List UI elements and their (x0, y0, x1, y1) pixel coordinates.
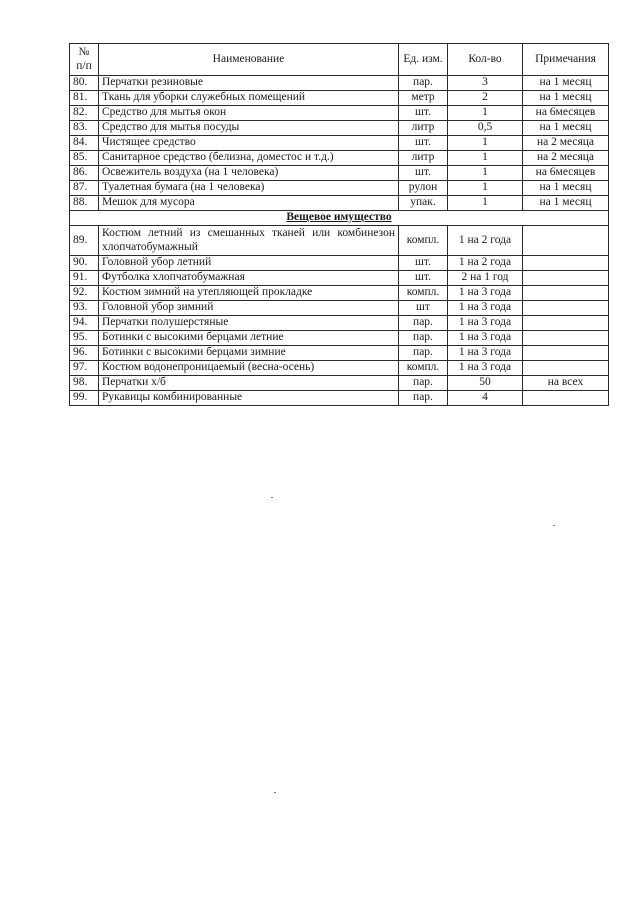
row-unit: пар. (399, 346, 448, 361)
table-row (70, 181, 609, 196)
row-name: Костюм зимний на утепляющей прокладке (99, 286, 399, 301)
row-qty: 1 на 3 года (448, 361, 523, 376)
table-row (70, 301, 609, 316)
header-note: Примечания (523, 44, 609, 76)
inventory-table (69, 43, 609, 406)
row-num: 93. (70, 301, 99, 316)
scan-speck (274, 792, 276, 793)
row-note (523, 346, 609, 361)
row-name: Мешок для мусора (99, 196, 399, 211)
row-qty: 50 (448, 376, 523, 391)
row-qty: 1 (448, 106, 523, 121)
row-unit: компл. (399, 361, 448, 376)
row-unit: литр (399, 121, 448, 136)
table-row (70, 226, 609, 256)
row-unit: пар. (399, 376, 448, 391)
row-qty: 1 (448, 136, 523, 151)
header-unit: Ед. изм. (399, 44, 448, 76)
table-row (70, 121, 609, 136)
row-num: 83. (70, 121, 99, 136)
row-note: на 1 месяц (523, 91, 609, 106)
row-num: 81. (70, 91, 99, 106)
row-note: на 1 месяц (523, 196, 609, 211)
row-unit: шт (399, 301, 448, 316)
row-note (523, 271, 609, 286)
row-note (523, 286, 609, 301)
row-qty: 2 (448, 91, 523, 106)
row-qty: 1 на 3 года (448, 301, 523, 316)
table-row (70, 316, 609, 331)
row-note (523, 301, 609, 316)
row-name: Перчатки х/б (99, 376, 399, 391)
scan-speck (553, 525, 555, 526)
row-name: Ткань для уборки служебных помещений (99, 91, 399, 106)
table-row (70, 136, 609, 151)
table-row (70, 106, 609, 121)
row-name: Футболка хлопчатобумажная (99, 271, 399, 286)
row-unit: шт. (399, 166, 448, 181)
row-name: Головной убор зимний (99, 301, 399, 316)
row-num: 85. (70, 151, 99, 166)
section-title: Вещевое имущество (70, 211, 609, 226)
scan-speck (271, 497, 273, 498)
row-num: 98. (70, 376, 99, 391)
row-name: Ботинки с высокими берцами летние (99, 331, 399, 346)
row-qty: 1 (448, 166, 523, 181)
row-qty: 1 (448, 151, 523, 166)
row-num: 92. (70, 286, 99, 301)
table-body-clothing (70, 226, 609, 406)
row-qty: 3 (448, 76, 523, 91)
table-section (70, 211, 609, 226)
table-row (70, 376, 609, 391)
row-note: на 6месяцев (523, 106, 609, 121)
row-num: 84. (70, 136, 99, 151)
row-num: 94. (70, 316, 99, 331)
row-name: Туалетная бумага (на 1 человека) (99, 181, 399, 196)
header-qty: Кол-во (448, 44, 523, 76)
row-name: Средство для мытья окон (99, 106, 399, 121)
row-unit: шт. (399, 271, 448, 286)
row-note (523, 361, 609, 376)
table-row (70, 256, 609, 271)
row-qty: 1 на 3 года (448, 286, 523, 301)
row-unit: упак. (399, 196, 448, 211)
row-qty: 1 на 3 года (448, 331, 523, 346)
header-name: Наименование (99, 44, 399, 76)
table-row (70, 76, 609, 91)
row-qty: 4 (448, 391, 523, 406)
row-unit: компл. (399, 226, 448, 256)
row-unit: метр (399, 91, 448, 106)
row-name: Головной убор летний (99, 256, 399, 271)
row-name: Перчатки резиновые (99, 76, 399, 91)
row-num: 95. (70, 331, 99, 346)
section-row (70, 211, 609, 226)
row-num: 82. (70, 106, 99, 121)
row-name: Перчатки полушерстяные (99, 316, 399, 331)
row-qty: 1 на 3 года (448, 316, 523, 331)
table-row (70, 196, 609, 211)
table-row (70, 361, 609, 376)
row-unit: пар. (399, 316, 448, 331)
row-unit: пар. (399, 76, 448, 91)
table-row (70, 346, 609, 361)
row-unit: пар. (399, 391, 448, 406)
row-name: Костюм летний из смешанных тканей или комбинезон хлопчатобумажный (99, 226, 399, 256)
row-note: на 1 месяц (523, 121, 609, 136)
row-name: Костюм водонепроницаемый (весна-осень) (99, 361, 399, 376)
row-name: Рукавицы комбинированные (99, 391, 399, 406)
row-name: Средство для мытья посуды (99, 121, 399, 136)
row-unit: рулон (399, 181, 448, 196)
table-row (70, 151, 609, 166)
table-row (70, 166, 609, 181)
row-qty: 1 (448, 196, 523, 211)
row-num: 99. (70, 391, 99, 406)
row-qty: 2 на 1 год (448, 271, 523, 286)
row-unit: шт. (399, 136, 448, 151)
row-num: 88. (70, 196, 99, 211)
row-note: на 2 месяца (523, 136, 609, 151)
row-unit: шт. (399, 106, 448, 121)
table-row (70, 286, 609, 301)
table-row (70, 391, 609, 406)
row-note (523, 226, 609, 256)
row-note: на 6месяцев (523, 166, 609, 181)
row-unit: пар. (399, 331, 448, 346)
row-num: 97. (70, 361, 99, 376)
row-num: 91. (70, 271, 99, 286)
row-num: 86. (70, 166, 99, 181)
row-unit: литр (399, 151, 448, 166)
row-num: 87. (70, 181, 99, 196)
row-num: 96. (70, 346, 99, 361)
row-qty: 1 на 3 года (448, 346, 523, 361)
row-note: на всех (523, 376, 609, 391)
row-name: Чистящее средство (99, 136, 399, 151)
row-note: на 1 месяц (523, 76, 609, 91)
row-name: Ботинки с высокими берцами зимние (99, 346, 399, 361)
row-name: Санитарное средство (белизна, доместос и т.д.) (99, 151, 399, 166)
table-row (70, 91, 609, 106)
row-unit: компл. (399, 286, 448, 301)
row-unit: шт. (399, 256, 448, 271)
row-note (523, 391, 609, 406)
row-qty: 1 на 2 года (448, 226, 523, 256)
row-note (523, 316, 609, 331)
row-note (523, 256, 609, 271)
table-body-supplies (70, 76, 609, 211)
row-num: 80. (70, 76, 99, 91)
row-qty: 1 на 2 года (448, 256, 523, 271)
table-row (70, 271, 609, 286)
table-row (70, 331, 609, 346)
row-qty: 1 (448, 181, 523, 196)
header-num: № п/п (70, 44, 99, 76)
row-note: на 2 месяца (523, 151, 609, 166)
row-note: на 1 месяц (523, 181, 609, 196)
row-num: 90. (70, 256, 99, 271)
row-qty: 0,5 (448, 121, 523, 136)
row-num: 89. (70, 226, 99, 256)
row-name: Освежитель воздуха (на 1 человека) (99, 166, 399, 181)
table-header-row (70, 44, 609, 76)
row-note (523, 331, 609, 346)
